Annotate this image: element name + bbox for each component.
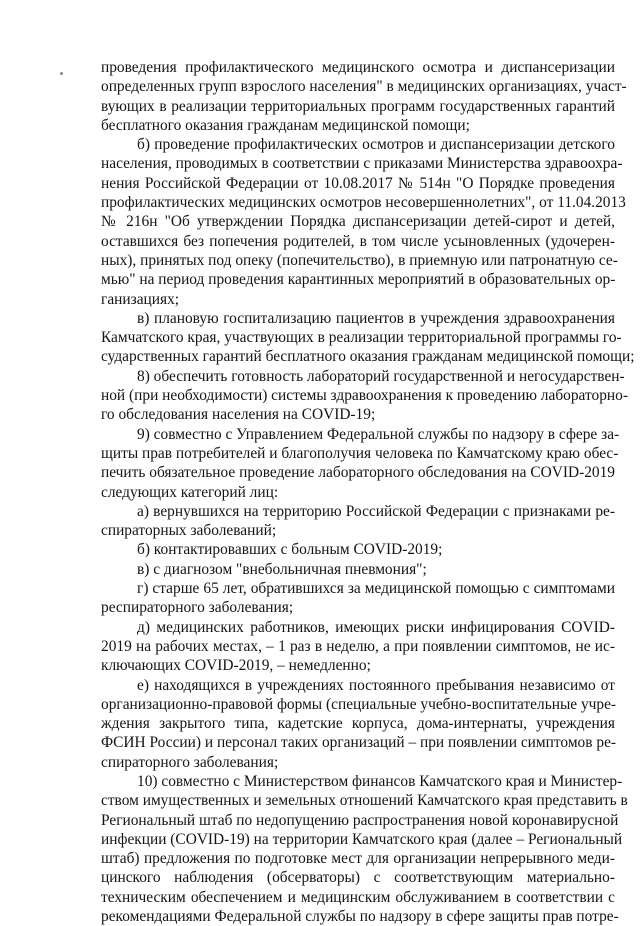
text-line: в) с диагнозом "внебольничная пневмония"; [137, 560, 427, 578]
text-line: мью" на период проведения карантинных мероприятий в образовательных ор- [101, 271, 616, 289]
text-line: населения, проводимых в соответствии с приказами Министерства здравоохра- [101, 155, 623, 173]
text-line: 9) совместно с Управлением Федеральной службы по надзору в сфере за- [137, 425, 620, 443]
text-line: спираторного заболевания; [101, 753, 279, 771]
text-line: б) контактировавших с больным COVID-2019; [137, 541, 443, 559]
text-line: инфекции (COVID-19) на территории Камчатского края (далее – Региональный [101, 830, 623, 848]
text-line: следующих категорий лиц: [101, 483, 279, 501]
text-line: щиты прав потребителей и благополучия человека по Камчатскому краю обес- [101, 444, 619, 462]
text-line: бесплатного оказания гражданам медицинской помощи; [101, 116, 470, 134]
text-line: 10) совместно с Министерством финансов Камчатского края и Министер- [137, 772, 623, 790]
text-line: респираторного заболевания; [101, 599, 294, 617]
text-line: Камчатского края, участвующих в реализации территориальной программы го- [101, 329, 622, 347]
text-line: а) вернувшихся на территорию Российской Федерации с признаками ре- [137, 502, 615, 520]
text-line: 8) обеспечить готовность лабораторий государственной и негосударствен- [137, 367, 625, 385]
text-line: д) медицинских работников, имеющих риски инфицирования COVID- [137, 618, 615, 636]
text-line: штаб) предложения по подготовке мест для организации непрерывного меди- [101, 850, 615, 868]
text-line: ной (при необходимости) системы здравоохранения к проведению лабораторно- [101, 387, 628, 405]
text-line: го обследования населения на COVID-19; [101, 406, 376, 424]
text-line: 2019 на рабочих местах, – 1 раз в неделю, а при появлении симптомов, не ис- [101, 637, 615, 655]
text-line: № 216н "Об утверждении Порядка диспансеризации детей-сирот и детей, [101, 213, 615, 231]
text-line: ждения закрытого типа, кадетские корпуса, дома-интернаты, учреждения [101, 715, 615, 733]
text-line: спираторных заболеваний; [101, 522, 277, 540]
text-line: проведения профилактического медицинского осмотра и диспансеризации [101, 59, 615, 76]
text-line: Региональный штаб по недопущению распространения новой коронавирусной [101, 811, 619, 829]
text-line: г) старше 65 лет, обратившихся за медицинской помощью с симптомами [137, 580, 615, 598]
text-line: в) плановую госпитализацию пациентов в учреждения здравоохранения [137, 309, 615, 327]
text-line: вующих в реализации территориальных программ государственных гарантий [101, 97, 615, 115]
text-line: ганизациях; [101, 290, 180, 308]
document-body [101, 58, 635, 926]
text-line: рекомендациями Федеральной службы по надзору в сфере защиты прав потре- [101, 908, 619, 926]
text-line: б) проведение профилактических осмотров и диспансеризации детского [137, 136, 615, 154]
text-line: ных), принятых под опеку (попечительство), в приемную или патронатную се- [101, 251, 618, 269]
text-line: организационно-правовой формы (специальные учебно-воспитательные учре- [101, 695, 617, 713]
text-line: печить обязательное проведение лабораторного обследования на COVID-2019 [101, 464, 615, 482]
scan-speck [60, 72, 63, 75]
text-line: оставшихся без попечения родителей, в том числе усыновленных (удочерен- [101, 232, 615, 250]
text-line: ключающих COVID-2019, – немедленно; [101, 657, 371, 675]
text-line: техническим обеспечением и медицинским обслуживанием в соответствии с [101, 888, 615, 906]
text-line: ФСИН России) и персонал таких организаций – при появлении симптомов ре- [101, 734, 617, 752]
text-line: сударственных гарантий бесплатного оказания гражданам медицинской помощи; [101, 348, 635, 366]
text-line: определенных групп взрослого населения" в медицинских организациях, участ- [101, 78, 627, 96]
text-line: е) находящихся в учреждениях постоянного пребывания независимо от [137, 676, 615, 694]
text-line: ством имущественных и земельных отношений Камчатского края представить в [101, 792, 628, 810]
text-line: нения Российской Федерации от 10.08.2017 № 514н "О Порядке проведения [101, 174, 615, 192]
text-line: профилактических медицинских осмотров несовершеннолетних", от 11.04.2013 [101, 194, 626, 212]
text-line: цинского наблюдения (обсерваторы) с соответствующим материально- [101, 869, 615, 887]
